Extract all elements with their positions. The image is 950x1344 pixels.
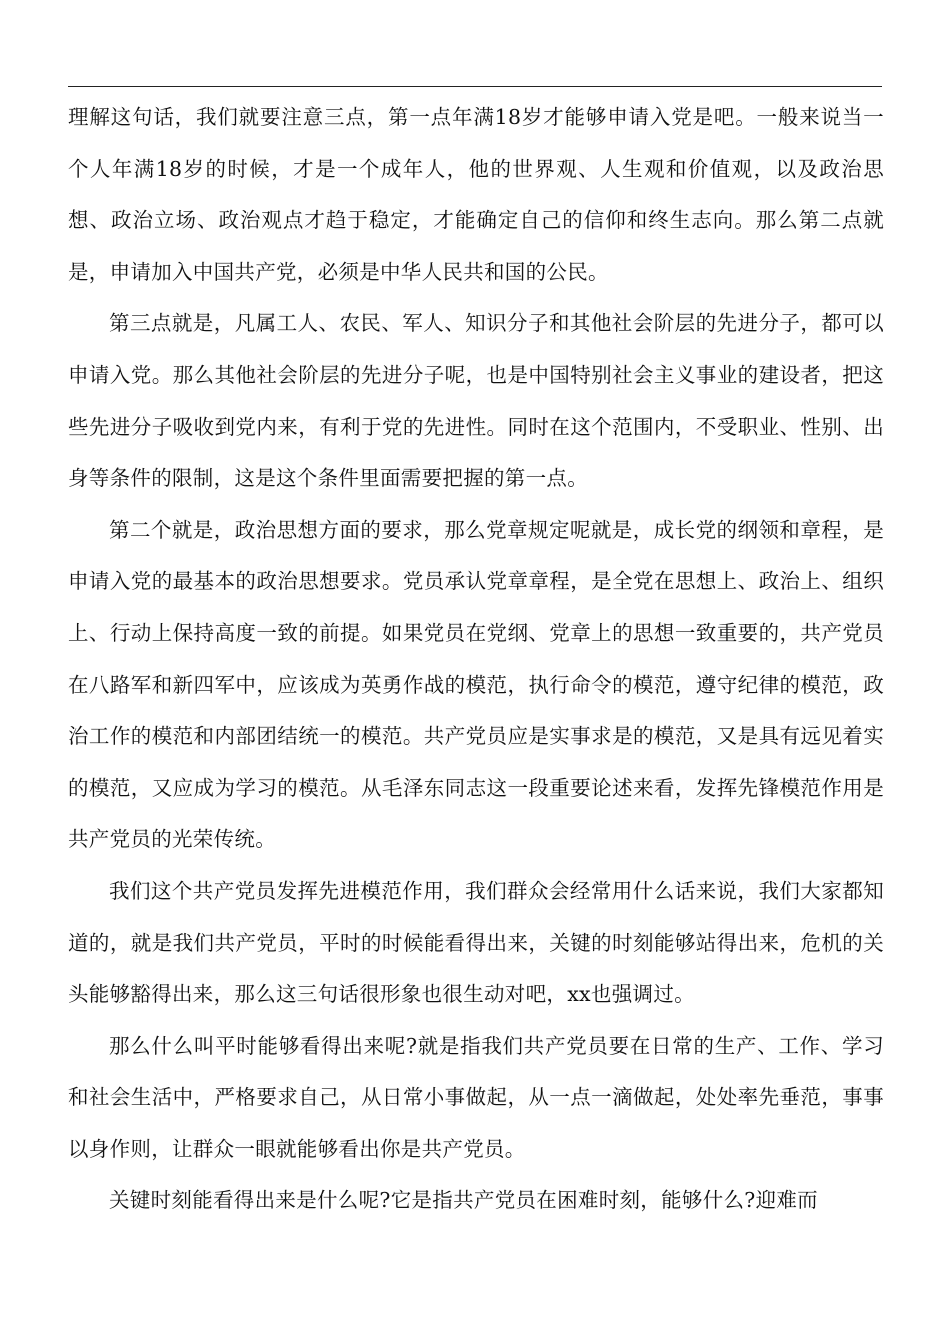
paragraph: 理解这句话，我们就要注意三点，第一点年满18岁才能够申请入党是吧。一般来说当一个人年满18岁的时候，才是一个成年人，他的世界观、人生观和价值观，以及政治思想、政治立场、政治观点才趋于稳定，才能确定自己的信仰和终生志向。那么第二点就是，申请加入中国共产党，必须是中华人民共和国的公民。 [68, 105, 884, 284]
paragraph: 第三点就是，凡属工人、农民、军人、知识分子和其他社会阶层的先进分子，都可以申请入党。那么其他社会阶层的先进分子呢，也是中国特别社会主义事业的建设者，把这些先进分子吸收到党内来，有利于党的先进性。同时在这个范围内，不受职业、性别、出身等条件的限制，这是这个条件里面需要把握的第一点。 [68, 311, 884, 491]
document-body [68, 92, 884, 1227]
paragraph: 第二个就是，政治思想方面的要求，那么党章规定呢就是，成长党的纲领和章程，是申请入党的最基本的政治思想要求。党员承认党章章程，是全党在思想上、政治上、组织上、行动上保持高度一致的前提。如果党员在党纲、党章上的思想一致重要的，共产党员在八路军和新四军中，应该成为英勇作战的模范，执行命令的模范，遵守纪律的模范，政治工作的模范和内部团结统一的模范。共产党员应是实事求是的模范，又是具有远见着实的模范，又应成为学习的模范。从毛泽东同志这一段重要论述来看，发挥先锋模范作用是共产党员的光荣传统。 [68, 517, 884, 852]
header-rule [68, 86, 882, 87]
paragraph: 那么什么叫平时能够看得出来呢?就是指我们共产党员要在日常的生产、工作、学习和社会生活中，严格要求自己，从日常小事做起，从一点一滴做起，处处率先垂范，事事以身作则，让群众一眼就能够看出你是共产党员。 [68, 1033, 884, 1161]
paragraph: 我们这个共产党员发挥先进模范作用，我们群众会经常用什么话来说，我们大家都知道的，就是我们共产党员，平时的时候能看得出来，关键的时刻能够站得出来，危机的关头能够豁得出来，那么这三句话很形象也很生动对吧，xx也强调过。 [68, 878, 884, 1007]
paragraph: 关键时刻能看得出来是什么呢?它是指共产党员在困难时刻，能够什么?迎难而 [109, 1188, 818, 1213]
